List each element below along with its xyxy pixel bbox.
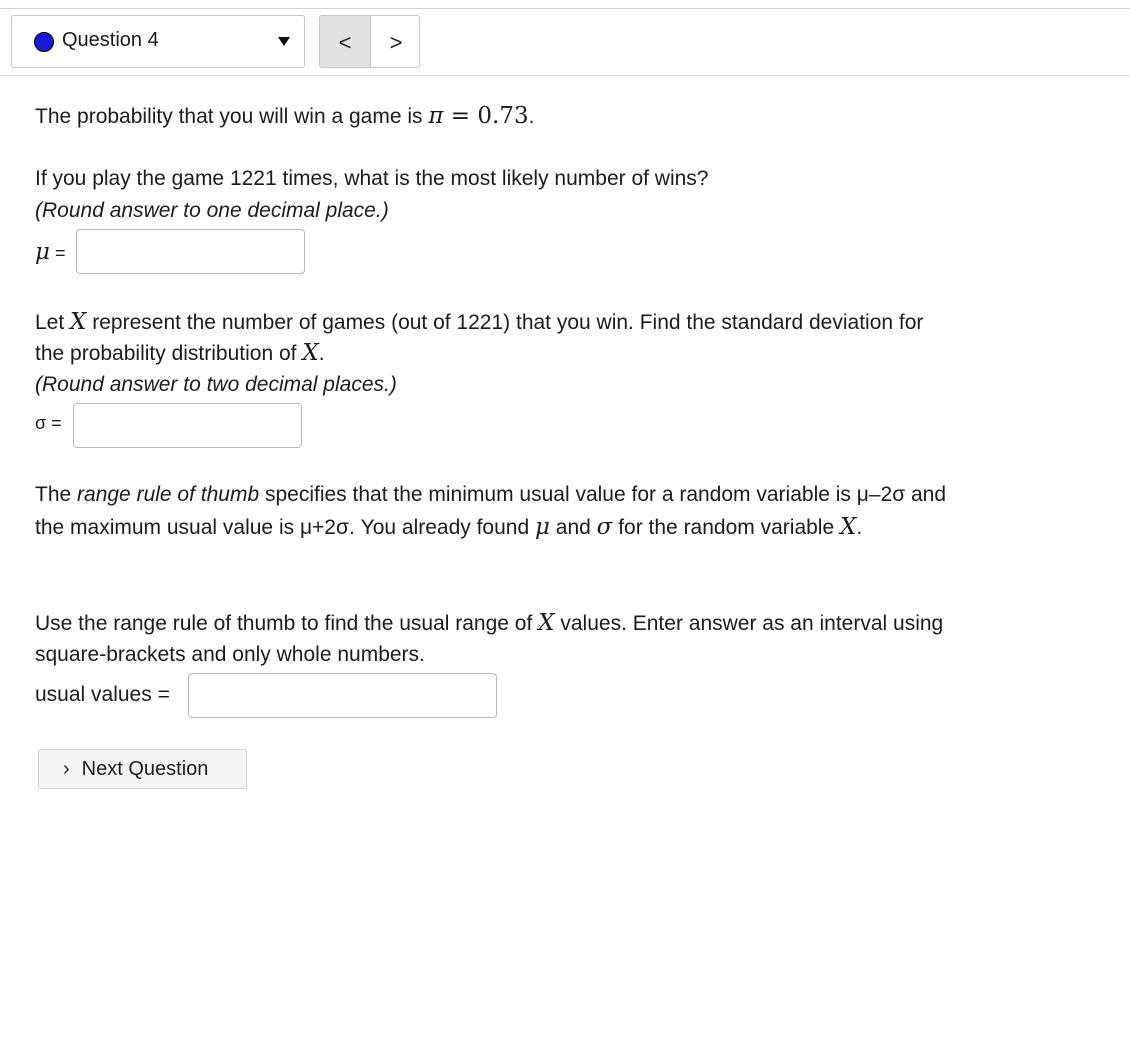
probability-text: The probability that you will win a game is xyxy=(35,105,429,128)
q4-text-a: Use the range rule of thumb to find the usual range of xyxy=(35,612,539,635)
question-nav xyxy=(319,15,420,68)
var-x: X xyxy=(538,610,555,636)
q2-round-note: (Round answer to two decimal places.) xyxy=(35,373,397,396)
range-rule-line-1 xyxy=(35,483,946,507)
q4-line-2: square-brackets and only whole numbers. xyxy=(35,643,425,666)
q3-period: . xyxy=(856,516,863,539)
q3-text-d: for the random variable xyxy=(612,516,840,539)
dropdown-caret-icon xyxy=(278,37,290,46)
header-divider xyxy=(0,75,1130,76)
q2-line-2 xyxy=(35,340,325,366)
probability-statement xyxy=(35,103,534,129)
range-rule-line-2 xyxy=(35,514,862,540)
sigma-label: σ = xyxy=(35,413,62,433)
mu-label xyxy=(35,239,65,265)
status-dot-icon xyxy=(34,32,54,52)
q3-text-a: The xyxy=(35,483,78,506)
q1-round-note: (Round answer to one decimal place.) xyxy=(35,199,389,222)
question-label: Question 4 xyxy=(62,29,159,51)
q2-text-b: represent the number of games (out of 1221) that you win. Find the standard deviation for xyxy=(86,311,924,334)
q4-text-b: values. Enter answer as an interval using xyxy=(554,612,944,635)
q2-line-1 xyxy=(35,309,923,335)
q3-text-b: specifies that the minimum usual value for a random variable is μ–2σ and xyxy=(259,483,947,506)
usual-values-label: usual values = xyxy=(35,683,170,706)
question-select[interactable] xyxy=(11,15,305,68)
q2-text-a: Let xyxy=(35,311,71,334)
q2-text-c: the probability distribution of xyxy=(35,342,303,365)
mu-input[interactable] xyxy=(76,229,305,274)
q4-line-1 xyxy=(35,610,943,636)
q3-and: and xyxy=(549,516,597,539)
chevron-right-icon: > xyxy=(389,29,403,55)
next-question-button[interactable] xyxy=(38,749,247,789)
usual-values-input[interactable] xyxy=(188,673,497,718)
q2-period: . xyxy=(318,342,325,365)
previous-question-button[interactable] xyxy=(320,16,371,68)
var-x: X xyxy=(70,309,87,335)
pi-symbol: π xyxy=(428,103,444,129)
top-divider xyxy=(0,8,1130,9)
q3-text-c: the maximum usual value is μ+2σ. You already found xyxy=(35,516,535,539)
q1-prompt: If you play the game 1221 times, what is the most likely number of wins? xyxy=(35,167,709,190)
next-question-label: Next Question xyxy=(81,757,209,780)
var-x: X xyxy=(839,514,857,540)
pi-value: = 0.73 xyxy=(443,103,529,129)
mu-equals: = xyxy=(49,243,66,263)
mu-symbol: μ xyxy=(35,239,50,265)
chevron-right-icon: › xyxy=(63,757,70,780)
sigma-symbol: σ xyxy=(596,514,613,540)
mu-symbol: μ xyxy=(534,514,550,540)
next-question-arrow-button[interactable] xyxy=(371,16,420,68)
var-x: X xyxy=(302,340,319,366)
period: . xyxy=(528,105,535,128)
chevron-left-icon: < xyxy=(338,29,352,55)
sigma-input[interactable] xyxy=(73,403,302,448)
range-rule-term: range rule of thumb xyxy=(77,483,260,506)
